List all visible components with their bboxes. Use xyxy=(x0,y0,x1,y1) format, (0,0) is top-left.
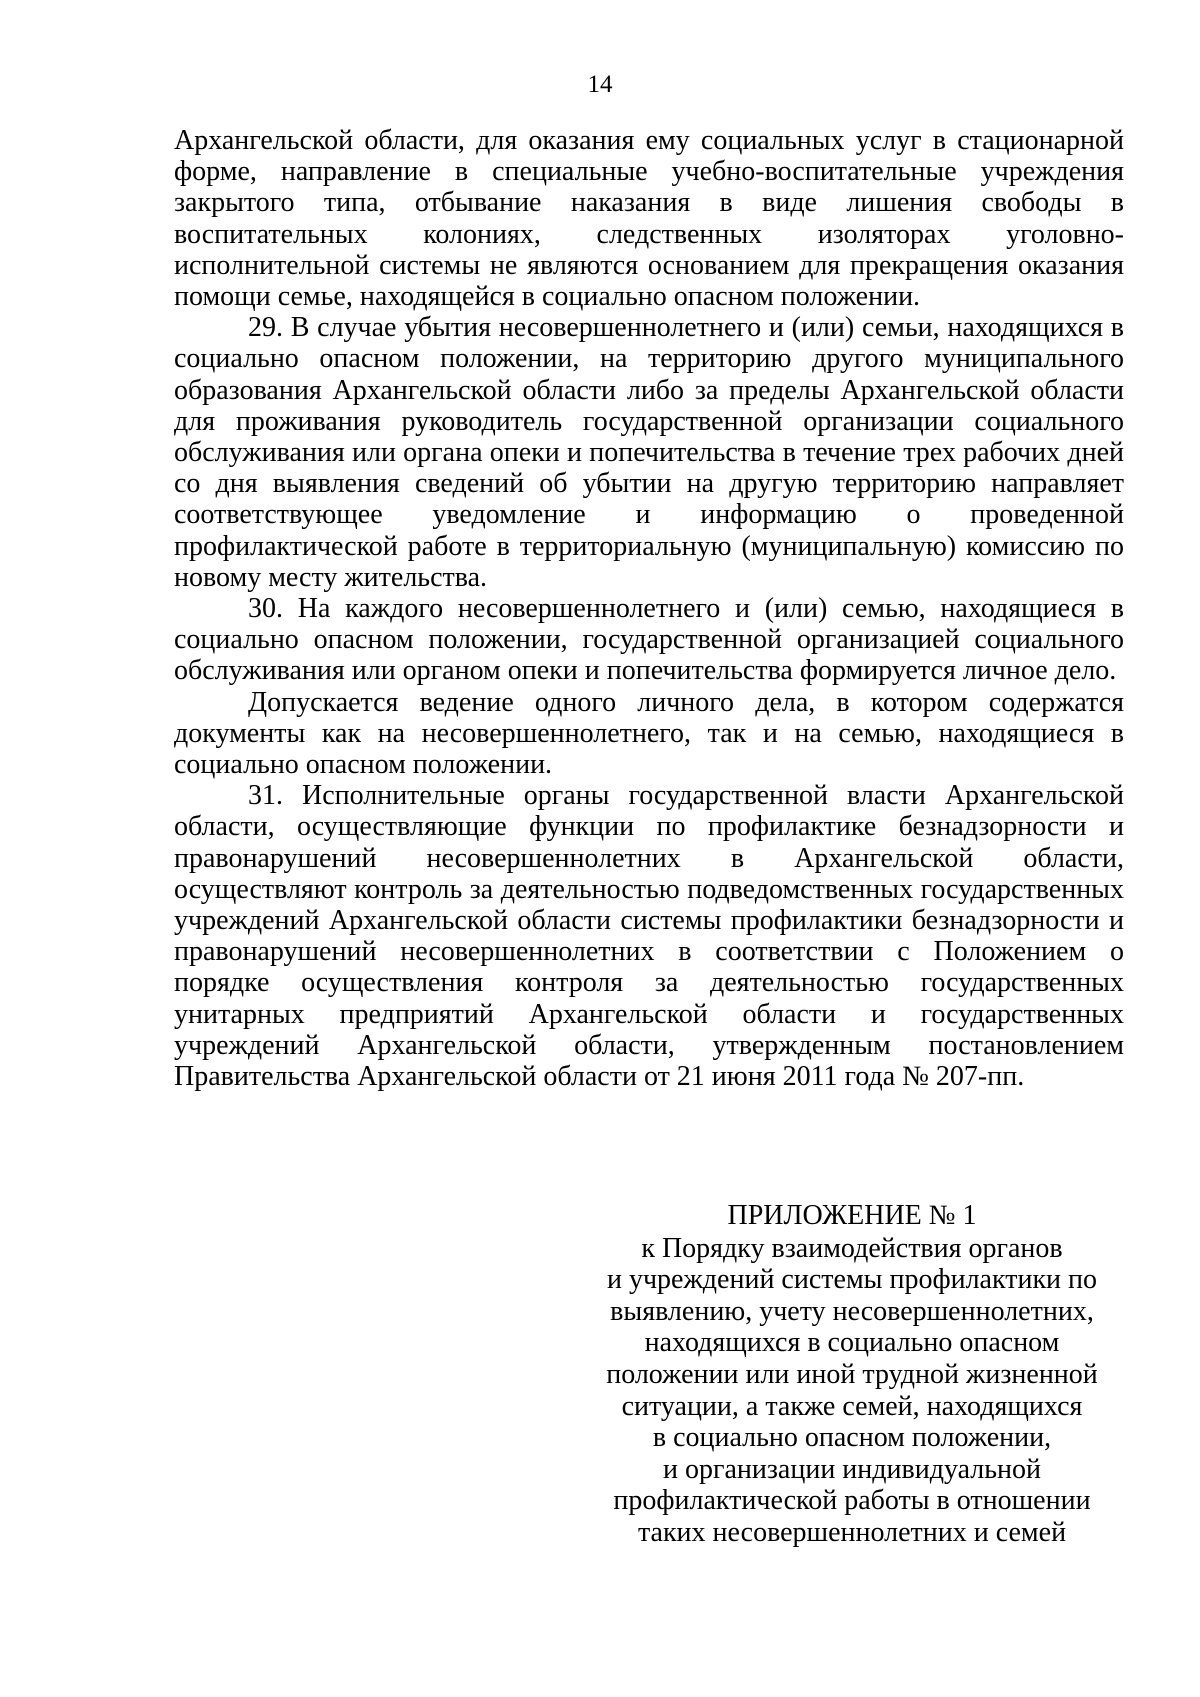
appendix-title: ПРИЛОЖЕНИЕ № 1 xyxy=(727,1200,977,1231)
paragraph-continuation: Архангельской области, для оказания ему социальных услуг в стационарной форме, направление в специальные учебно-воспитательные учреждения закрытого типа, отбывание наказания в виде лишения свободы в воспитательных колониях, следственных изоляторах уголовно-исполнительной системы не являются основанием для прекращения оказания помощи семье, находящейся в социально опасном положении. xyxy=(174,125,1124,313)
paragraph-item-30: 30. На каждого несовершеннолетнего и (или) семью, находящиеся в социально опасном положении, государственной организацией социального обслуживания или органом опеки и попечительства формируется личное дело. xyxy=(174,593,1124,687)
appendix-line: находящихся в социально опасном xyxy=(644,1327,1060,1359)
appendix-line: и учреждений системы профилактики по xyxy=(606,1264,1098,1296)
appendix-line: выявлению, учету несовершеннолетних, xyxy=(610,1295,1094,1327)
appendix-line: к Порядку взаимодействия органов xyxy=(641,1232,1063,1264)
appendix-line: таких несовершеннолетних и семей xyxy=(637,1516,1067,1548)
appendix-line: ситуации, а также семей, находящихся xyxy=(621,1390,1083,1422)
paragraph-personal-file-note: Допускается ведение одного личного дела, в котором содержатся документы как на несовершеннолетнего, так и на семью, находящиеся в социально опасном положении. xyxy=(174,686,1124,781)
appendix-line: профилактической работы в отношении xyxy=(613,1485,1091,1517)
appendix-line: в социально опасном положении, xyxy=(652,1422,1052,1454)
paragraph-item-29: 29. В случае убытия несовершеннолетнего и (или) семьи, находящихся в социально опасном положении, на территорию другого муниципального образования Архангельской области либо за пределы Архангельской области для проживания руководитель государственной организации социального обслуживания или органа опеки и попечительства в течение трех рабочих дней со дня выявления сведений об убытии на другую территорию направляет соответствующее уведомление и информацию о проведенной профилактической работе в территориальную (муниципальную) комиссию по новому месту жительства. xyxy=(174,312,1124,593)
page-number: 14 xyxy=(587,71,613,98)
appendix-line: и организации индивидуальной xyxy=(663,1453,1041,1485)
document-body xyxy=(174,125,1124,1092)
paragraph-item-31: 31. Исполнительные органы государственной власти Архангельской области, осуществляющие функции по профилактике безнадзорности и правонарушений несовершеннолетних в Архангельской области, осуществляют контроль за деятельностью подведомственных государственных учреждений Архангельской области системы профилактики безнадзорности и правонарушений несовершеннолетних в соответствии с Положением о порядке осуществления контроля за деятельностью государственных унитарных предприятий Архангельской области и государственных учреждений Архангельской области, утвержденным постановлением Правительства Архангельской области от 21 июня 2011 года № 207-пп. xyxy=(174,780,1124,1093)
appendix-block xyxy=(592,1200,1112,1549)
appendix-line: положении или иной трудной жизненной xyxy=(606,1358,1098,1390)
